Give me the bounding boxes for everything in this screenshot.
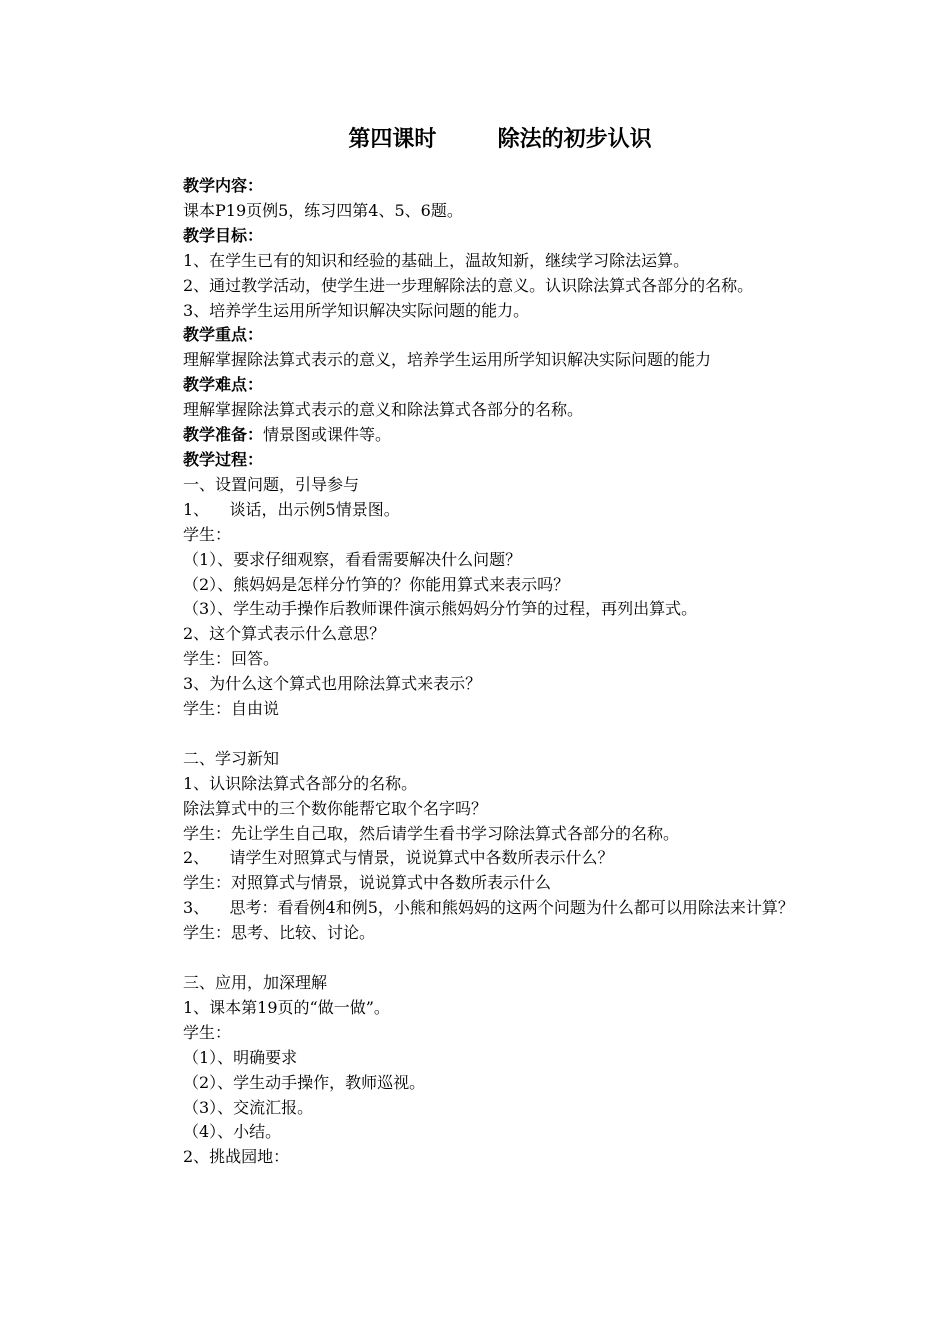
text-line: 一、设置问题，引导参与: [183, 474, 360, 494]
document-body: [145, 174, 810, 1170]
blank-line: [145, 722, 810, 747]
line-text: 情景图或课件等。: [263, 425, 392, 445]
text-line: 学生：对照算式与情景，说说算式中各数所表示什么: [183, 873, 552, 893]
text-line: 除法算式中的三个数你能帮它取个名字吗？: [183, 798, 488, 818]
blank-line: [145, 946, 810, 971]
text-line: 三、应用，加深理解: [183, 972, 328, 992]
text-line: 二、学习新知: [183, 748, 280, 768]
text-line: [145, 423, 810, 448]
text-line: （4）、小结。: [183, 1122, 282, 1142]
section-heading: 教学内容：: [183, 176, 264, 195]
text-line: 3、培养学生运用所学知识解决实际问题的能力。: [183, 300, 530, 320]
text-line: 3、为什么这个算式也用除法算式来表示？: [183, 674, 482, 694]
text-line: （1）、要求仔细观察，看看需要解决什么问题？: [183, 549, 522, 569]
text-line: 1、 谈话，出示例5情景图。: [183, 499, 400, 519]
section-heading: 教学过程：: [183, 449, 264, 469]
text-line: 2、通过教学活动，使学生进一步理解除法的意义。认识除法算式各部分的名称。: [183, 275, 754, 295]
text-line: 学生：思考、比较、讨论。: [183, 923, 376, 943]
text-line: 学生：先让学生自己取，然后请学生看书学习除法算式各部分的名称。: [183, 823, 680, 843]
text-line: 学生：: [183, 524, 232, 544]
text-line: 3、 思考：看看例4和例5，小熊和熊妈妈的这两个问题为什么都可以用除法来计算？: [183, 898, 794, 918]
section-heading: 教学目标：: [183, 225, 264, 245]
section-heading: 教学难点：: [183, 375, 264, 395]
text-line: 1、课本第19页的“做一做”。: [183, 997, 390, 1017]
text-line: 2、这个算式表示什么意思？: [183, 624, 386, 644]
text-line: （2）、熊妈妈是怎样分竹笋的？你能用算式来表示吗？: [183, 574, 570, 594]
document-title: 第四课时 除法的初步认识: [348, 126, 652, 152]
text-line: 1、在学生已有的知识和经验的基础上，温故知新，继续学习除法运算。: [183, 250, 690, 270]
text-line: 理解掌握除法算式表示的意义，培养学生运用所学知识解决实际问题的能力: [183, 350, 712, 370]
text-line: （3）、交流汇报。: [183, 1097, 314, 1117]
text-line: 2、挑战园地：: [183, 1147, 290, 1167]
text-line: 1、认识除法算式各部分的名称。: [183, 773, 418, 793]
section-heading: 教学重点：: [183, 325, 264, 345]
line-label: 教学准备：: [183, 425, 264, 445]
text-line: 2、 请学生对照算式与情景，说说算式中各数所表示什么？: [183, 848, 614, 868]
text-line: （2）、学生动手操作，教师巡视。: [183, 1072, 426, 1092]
text-line: 理解掌握除法算式表示的意义和除法算式各部分的名称。: [183, 400, 584, 420]
text-line: 学生：: [183, 1022, 232, 1042]
text-line: 课本P19页例5，练习四第4、5、6题。: [183, 200, 463, 220]
text-line: 学生：回答。: [183, 649, 280, 669]
text-line: （3）、学生动手操作后教师课件演示熊妈妈分竹笋的过程，再列出算式。: [183, 599, 698, 619]
text-line: （1）、明确要求: [183, 1047, 298, 1067]
text-line: 学生：自由说: [183, 699, 280, 719]
